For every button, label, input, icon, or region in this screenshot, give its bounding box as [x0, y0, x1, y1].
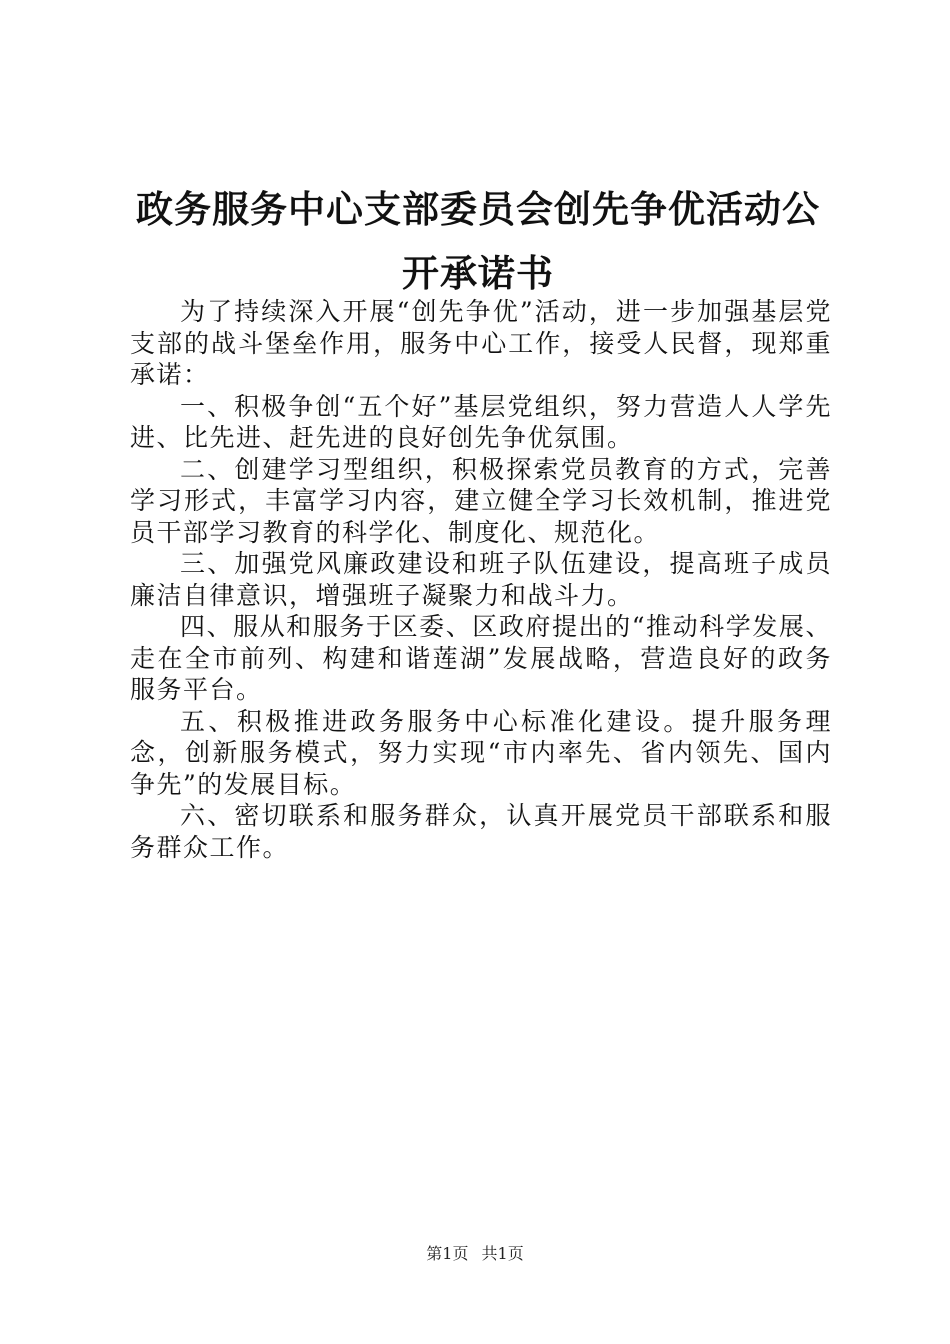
paragraph-item-5: 五、积极推进政务服务中心标准化建设。提升服务理念，创新服务模式，努力实现“市内率先、省内领先、国内争先”的发展目标。	[130, 706, 832, 799]
document-body	[130, 296, 832, 863]
page-footer	[0, 1243, 950, 1265]
paragraph-item-1: 一、积极争创“五个好”基层党组织，努力营造人人学先进、比先进、赶先进的良好创先争优氛围。	[130, 391, 832, 452]
paragraph-item-3: 三、加强党风廉政建设和班子队伍建设，提高班子成员廉洁自律意识，增强班子凝聚力和战斗力。	[130, 549, 832, 610]
paragraph-item-2: 二、创建学习型组织，积极探索党员教育的方式，完善学习形式，丰富学习内容，建立健全学习长效机制，推进党员干部学习教育的科学化、制度化、规范化。	[130, 454, 832, 547]
paragraph-item-4: 四、服从和服务于区委、区政府提出的“推动科学发展、走在全市前列、构建和谐莲湖”发展战略，营造良好的政务服务平台。	[130, 612, 832, 704]
paragraph-intro: 为了持续深入开展“创先争优”活动，进一步加强基层党支部的战斗堡垒作用，服务中心工作，接受人民督，现郑重承诺：	[130, 297, 832, 389]
document-title: 政务服务中心支部委员会创先争优活动公开承诺书	[136, 188, 820, 295]
page-number-total: 共1页	[481, 1244, 524, 1263]
paragraph-item-6: 六、密切联系和服务群众，认真开展党员干部联系和服务群众工作。	[130, 801, 832, 862]
page-number-current: 第1页	[426, 1244, 469, 1263]
